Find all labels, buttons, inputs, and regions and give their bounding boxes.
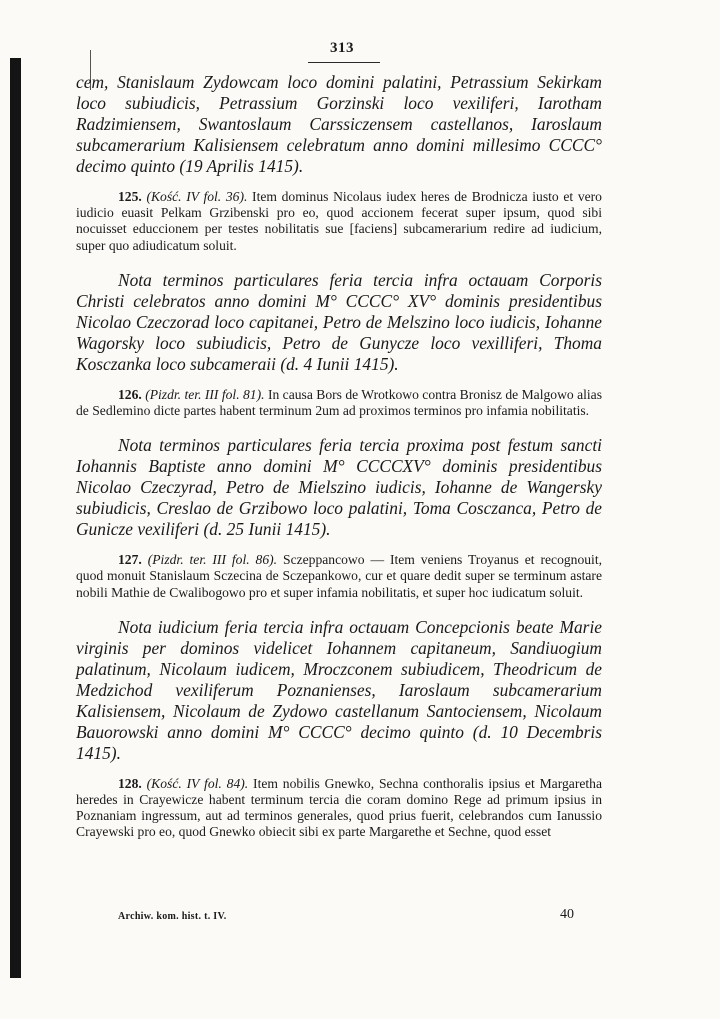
latin-paragraph-2: Nota terminos particulares feria tercia infra octauam Corporis Christi celebratos anno domini M° CCCC° XV° dominis presidentibus Nicolao Czeczorad loco capitanei, Petro de Melszino loco iudicis, Iohanne Wagorsky loco subiudicis, Petro de Gunycze loco vexilliferi, Thoma Kosczanka loco subcameraii (d. 4 Iunii 1415). [76, 269, 602, 374]
entry-number: 128. [118, 775, 142, 791]
entry-text: Item nobilis Gnewko, Sechna conthoralis ipsius et Margaretha heredes in Crayewicze habent terminum tercia die coram domino Rege ad primum ipsius in Poznaniam ingressum, aut ad terminos generales, quod prius fuerit, celebrandos cum Ianussio Crayewski pro eo, quod Gnewko obiecit sibi ex parte Margarethe et Sechne, quod esset [76, 775, 602, 840]
entry-126 [76, 387, 602, 419]
page-footer [118, 907, 574, 927]
entry-text: In causa Bors de Wrotkowo contra Bronisz de Malgowo alias de Sedlemino dicte partes habent terminum 2um ad proximos terminos pro infamia nobilitatis. [76, 386, 603, 419]
entry-128 [76, 776, 602, 841]
header-rule [308, 62, 380, 63]
entry-text: Sczeppancowo — Item veniens Troyanus et recognouit, quod monuit Stanislaum Sczecina de Sczepankowo, cur et quare dedit super se terminum astare nobili Mathie de Cwalibogowo pro et super infamia nobilitatis, et super hoc iudicatum soluit. [76, 552, 603, 600]
entry-number: 127. [118, 552, 142, 568]
entry-source: (Pizdr. ter. III fol. 86). [147, 552, 278, 568]
latin-paragraph-4: Nota iudicium feria tercia infra octauam Concepcionis beate Marie virginis per dominos videlicet Iohannem capitaneum, Sandiuogium palatinum, Nicolaum iudicem, Mroczconem subiudicem, Theodricum de Medzichod vexiliferum Poznanienses, Iaroslaum subcamerarium Kalisiensem, Nicolaum de Zydowo castellanum Santociensem, Nicolaum Bauorowski anno domini M° CCCC° decimo quinto (d. 10 Decembris 1415). [76, 616, 602, 763]
entry-number: 125. [118, 189, 142, 204]
page-body [76, 72, 602, 841]
scan-edge-bar [10, 58, 21, 978]
footer-citation: Archiw. kom. hist. t. IV. [118, 911, 227, 922]
entry-source: (Pizdr. ter. III fol. 81). [145, 386, 265, 402]
entry-127 [76, 552, 602, 601]
entry-125 [76, 189, 602, 254]
entry-text: Item dominus Nicolaus iudex heres de Brodnicza iusto et vero iudicio euasit Pelkam Grzibenski pro eo, quod accionem fecerat super ipsum, quod sibi nocuisset educcionem per testes nobilitatis sue [faciens] subcamerarium redire ad iudicium, super quo adiudicatum soluit. [76, 189, 602, 253]
page-number: 313 [330, 40, 354, 56]
entry-source: (Kość. IV fol. 84). [146, 775, 249, 791]
latin-paragraph-3: Nota terminos particulares feria tercia proxima post festum sancti Iohannis Baptiste anno domini M° CCCCXV° dominis presidentibus Nicolao Czeczyrad, Petro de Mielszino iudicis, Iohanne de Wangersky subiudicis, Creslao de Grzibowo loco palatini, Toma Cosczanca, Petro de Gunicze vexiliferi (d. 25 Iunii 1415). [76, 435, 602, 540]
latin-paragraph-1: cem, Stanislaum Zydowcam loco domini palatini, Petrassium Sekirkam loco subiudicis, Petrassium Gorzinski loco vexiliferi, Iarotham Radzimiensem, Swantoslaum Carssiczensem castellanos, Iaroslaum subcamerarium Kalisiensem celebratum anno domini millesimo CCCC° decimo quinto (19 Aprilis 1415). [76, 72, 602, 176]
entry-number: 126. [118, 386, 142, 402]
entry-source: (Kość. IV fol. 36). [146, 189, 248, 204]
signature-number: 40 [560, 907, 574, 922]
